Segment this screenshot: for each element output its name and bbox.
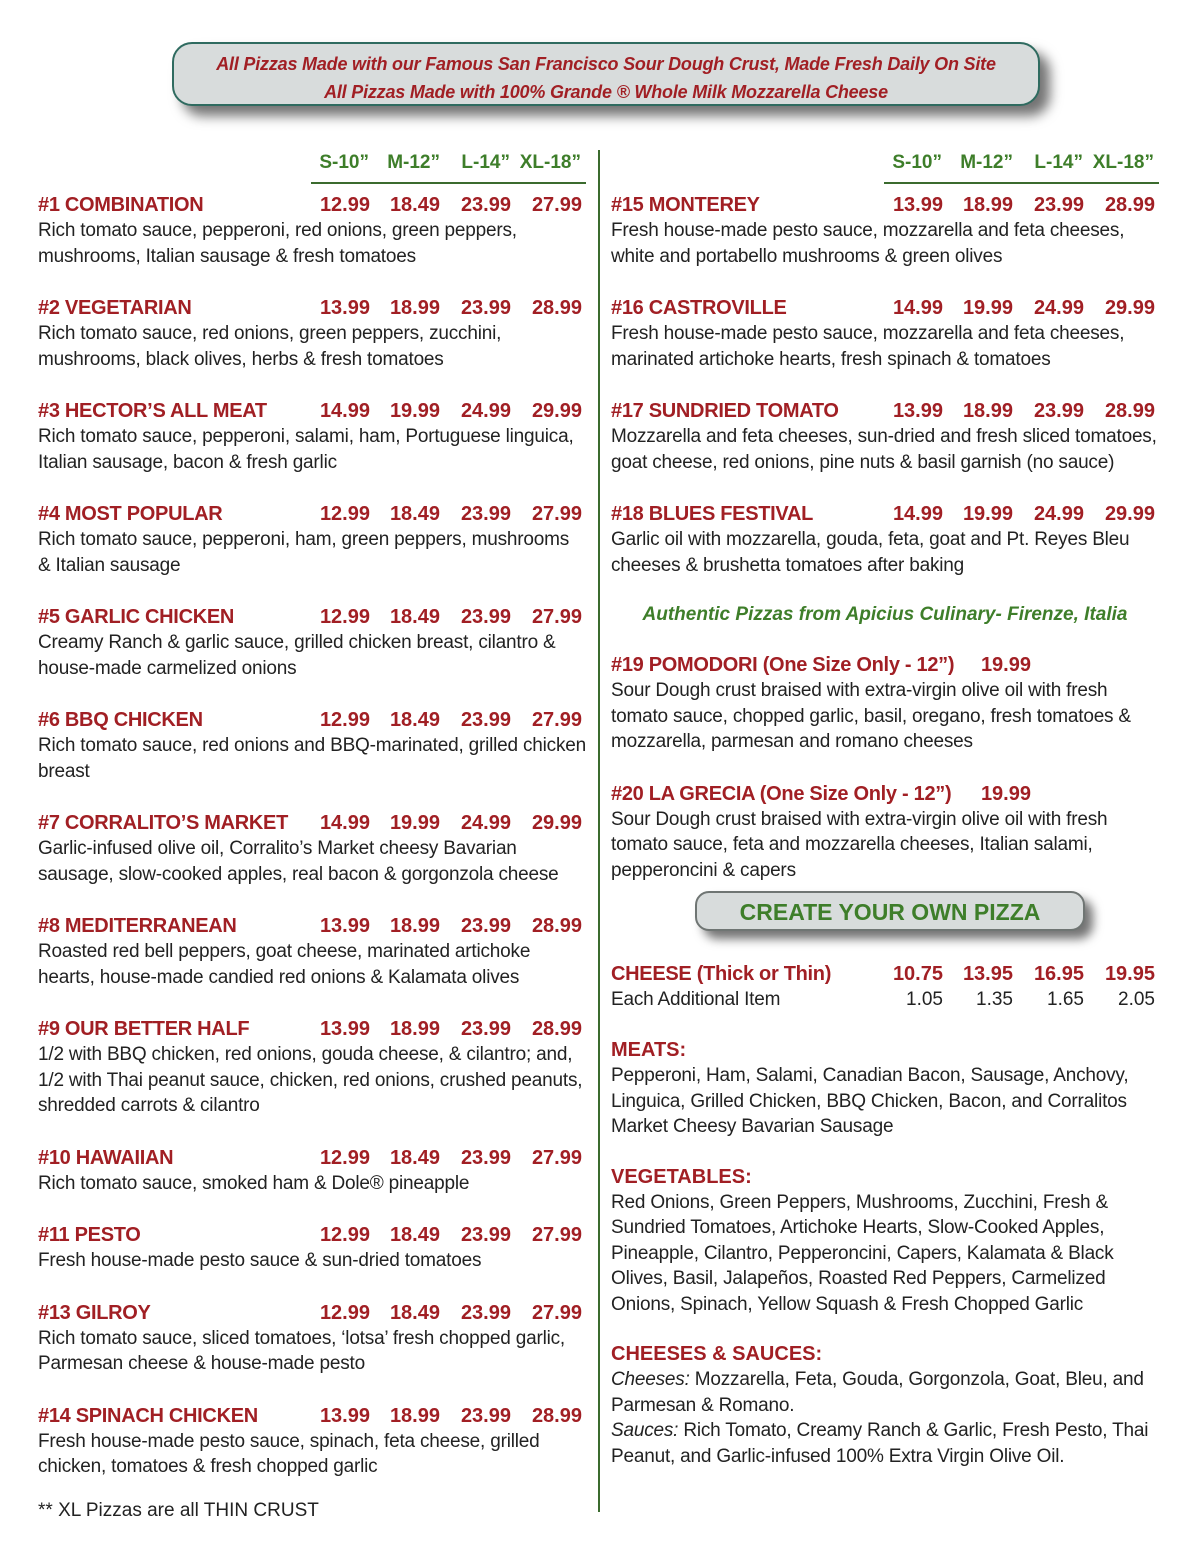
sauces-text: Rich Tomato, Creamy Ranch & Garlic, Fresh Pesto, Thai Peanut, and Garlic-infused 100% Extra Virgin Olive Oil. xyxy=(611,1420,1149,1467)
size-header xyxy=(311,150,586,184)
size-header xyxy=(884,150,1159,184)
price: 14.99 xyxy=(319,400,370,422)
price: 12.99 xyxy=(319,709,370,731)
pizza-item-header xyxy=(38,1403,586,1429)
price: 12.99 xyxy=(319,1224,370,1246)
price: 18.49 xyxy=(389,1146,440,1169)
pizza-name: #7 CORRALITO’S MARKET xyxy=(38,812,289,834)
pizza-item-header xyxy=(38,604,586,630)
price: 19.95 xyxy=(1104,963,1155,985)
price: 23.99 xyxy=(460,1018,511,1040)
price: 19.99 xyxy=(389,812,440,834)
price: 28.99 xyxy=(1104,194,1155,216)
pizza-description: Fresh house-made pesto sauce, mozzarella and feta cheeses, white and portabello mushrooms & green olives xyxy=(611,220,1125,267)
pizza-name: #14 SPINACH CHICKEN xyxy=(38,1404,258,1427)
pizza-item xyxy=(38,1145,586,1197)
price: 13.99 xyxy=(892,194,943,216)
price: 27.99 xyxy=(531,1301,582,1324)
price: 1.35 xyxy=(976,989,1013,1010)
pizza-name: #4 MOST POPULAR xyxy=(38,503,223,525)
pizza-description: Garlic-infused olive oil, Corralito’s Market cheesy Bavarian sausage, slow-cooked apples, real bacon & gorgonzola cheese xyxy=(38,838,559,885)
pizza-name: #18 BLUES FESTIVAL xyxy=(611,503,814,525)
price: 13.99 xyxy=(319,915,370,937)
price: 12.99 xyxy=(319,606,370,628)
pizza-description: Creamy Ranch & garlic sauce, grilled chicken breast, cilantro & house-made carmelized onions xyxy=(38,632,556,679)
pizza-name: #20 LA GRECIA (One Size Only - 12”) xyxy=(611,782,952,805)
price: 19.99 xyxy=(962,503,1013,525)
pizza-item-header xyxy=(38,1016,586,1042)
price: 23.99 xyxy=(460,503,511,525)
pizza-item xyxy=(611,501,1159,578)
pizza-item-header xyxy=(38,192,586,218)
price: 23.99 xyxy=(460,606,511,628)
pizza-item-header xyxy=(611,192,1159,218)
pizza-description: Rich tomato sauce, red onions, green peppers, zucchini, mushrooms, black olives, herbs & fresh tomatoes xyxy=(38,323,502,370)
price: 18.99 xyxy=(389,297,440,319)
pizza-name: #13 GILROY xyxy=(38,1301,151,1324)
create-your-own-banner xyxy=(695,891,1085,931)
price: 18.49 xyxy=(389,194,440,216)
authentic-pizzas-heading: Authentic Pizzas from Apicius Culinary- Firenze, Italia xyxy=(642,604,1128,625)
price: 19.99 xyxy=(980,782,1031,805)
price: 24.99 xyxy=(1033,503,1084,525)
vegetables-title: VEGETABLES: xyxy=(611,1165,752,1188)
pizza-name: #11 PESTO xyxy=(38,1224,141,1246)
price: 13.99 xyxy=(892,400,943,422)
additional-item-label: Each Additional Item xyxy=(611,989,781,1010)
pizza-item xyxy=(38,1300,586,1377)
left-column xyxy=(38,150,586,1523)
pizza-item-header xyxy=(38,1300,586,1326)
price: 18.99 xyxy=(389,1404,440,1427)
price: 28.99 xyxy=(1104,400,1155,422)
price: 27.99 xyxy=(531,1146,582,1169)
pizza-name: #9 OUR BETTER HALF xyxy=(38,1018,250,1040)
price: 29.99 xyxy=(1104,297,1155,319)
price: 23.99 xyxy=(460,1404,511,1427)
cheeses-sauces-section xyxy=(611,1341,1159,1469)
pizza-name: #8 MEDITERRANEAN xyxy=(38,915,237,937)
price: 29.99 xyxy=(531,812,582,834)
size-label: XL-18” xyxy=(519,152,581,173)
pizza-item-header xyxy=(38,913,586,939)
pizza-item xyxy=(38,192,586,269)
price: 13.99 xyxy=(319,1018,370,1040)
pizza-description: Sour Dough crust braised with extra-virgin olive oil with fresh tomato sauce, chopped garlic, basil, oregano, fresh tomatoes & mozzarella, parmesan and romano cheeses xyxy=(611,680,1131,752)
pizza-description: Rich tomato sauce, smoked ham & Dole® pineapple xyxy=(38,1172,470,1194)
price: 14.99 xyxy=(319,812,370,834)
xl-footnote: ** XL Pizzas are all THIN CRUST xyxy=(38,1499,319,1521)
price: 18.49 xyxy=(389,709,440,731)
price: 13.99 xyxy=(319,1404,370,1427)
vegetables-section xyxy=(611,1164,1159,1318)
meats-section xyxy=(611,1037,1159,1140)
price: 12.99 xyxy=(319,503,370,525)
cheeses-list xyxy=(611,1367,1159,1418)
price: 23.99 xyxy=(460,297,511,319)
price: 27.99 xyxy=(531,194,582,216)
pizza-item-header xyxy=(38,1222,586,1248)
pizza-item xyxy=(611,192,1159,269)
pizza-item xyxy=(611,398,1159,475)
size-label: L-14” xyxy=(1034,152,1083,173)
pizza-item-header xyxy=(611,398,1159,424)
banner-line-2: All Pizzas Made with 100% Grande ® Whole Milk Mozzarella Cheese xyxy=(324,82,888,102)
cheese-label: CHEESE (Thick or Thin) xyxy=(611,963,832,985)
price: 18.99 xyxy=(389,915,440,937)
pizza-name: #15 MONTEREY xyxy=(611,194,760,216)
pizza-item xyxy=(38,1222,586,1274)
pizza-item xyxy=(38,295,586,372)
price: 12.99 xyxy=(319,1301,370,1324)
pizza-description: Fresh house-made pesto sauce, spinach, feta cheese, grilled chicken, tomatoes & fresh chopped garlic xyxy=(38,1430,540,1477)
pizza-description: Mozzarella and feta cheeses, sun-dried and fresh sliced tomatoes, goat cheese, red onions, pine nuts & basil garnish (no sauce) xyxy=(611,426,1157,473)
price: 1.65 xyxy=(1047,989,1084,1010)
pizza-item xyxy=(38,913,586,990)
create-your-own-label: CREATE YOUR OWN PIZZA xyxy=(739,899,1041,925)
price: 27.99 xyxy=(531,503,582,525)
pizza-item xyxy=(611,295,1159,372)
size-label: L-14” xyxy=(461,152,510,173)
price: 24.99 xyxy=(460,812,511,834)
pizza-item xyxy=(38,1016,586,1119)
price: 18.49 xyxy=(389,606,440,628)
price: 16.95 xyxy=(1033,963,1084,985)
price: 23.99 xyxy=(460,1224,511,1246)
pizza-item-header xyxy=(611,781,1159,807)
sauces-list xyxy=(611,1418,1159,1469)
pizza-description: Fresh house-made pesto sauce, mozzarella and feta cheeses, marinated artichoke hearts, fresh spinach & tomatoes xyxy=(611,323,1125,370)
price: 10.75 xyxy=(892,963,943,985)
cheeses-text: Mozzarella, Feta, Gouda, Gorgonzola, Goat, Bleu, and Parmesan & Romano. xyxy=(611,1369,1144,1416)
pizza-name: #2 VEGETARIAN xyxy=(38,297,192,319)
pizza-description: 1/2 with BBQ chicken, red onions, gouda cheese, & cilantro; and, 1/2 with Thai peanut sauce, chicken, red onions, crushed peanuts, shredded carrots & cilantro xyxy=(38,1044,583,1116)
cheese-row xyxy=(611,961,1159,987)
pizza-item-header xyxy=(38,707,586,733)
price: 23.99 xyxy=(460,709,511,731)
price: 18.99 xyxy=(389,1018,440,1040)
price: 24.99 xyxy=(1033,297,1084,319)
pizza-description: Rich tomato sauce, pepperoni, red onions, green peppers, mushrooms, Italian sausage & fresh tomatoes xyxy=(38,220,517,267)
pizza-description: Rich tomato sauce, red onions and BBQ-marinated, grilled chicken breast xyxy=(38,735,586,782)
pizza-item-header xyxy=(38,295,586,321)
banner-line-1: All Pizzas Made with our Famous San Francisco Sour Dough Crust, Made Fresh Daily On Site xyxy=(216,54,996,74)
price: 23.99 xyxy=(1033,400,1084,422)
price: 23.99 xyxy=(460,194,511,216)
pizza-name: #17 SUNDRIED TOMATO xyxy=(611,400,839,422)
meats-title: MEATS: xyxy=(611,1039,687,1061)
pizza-item-header xyxy=(38,810,586,836)
pizza-description: Garlic oil with mozzarella, gouda, feta, goat and Pt. Reyes Bleu cheeses & brushetta tomatoes after baking xyxy=(611,529,1130,576)
pizza-name: #3 HECTOR’S ALL MEAT xyxy=(38,400,267,422)
cyo-price-table xyxy=(611,961,1159,1013)
pizza-item-header xyxy=(38,398,586,424)
sauces-label: Sauces: xyxy=(611,1420,679,1441)
price: 13.99 xyxy=(319,297,370,319)
size-label: M-12” xyxy=(387,152,440,173)
pizza-description: Rich tomato sauce, pepperoni, ham, green peppers, mushrooms & Italian sausage xyxy=(38,529,570,576)
price: 23.99 xyxy=(460,915,511,937)
price: 24.99 xyxy=(460,400,511,422)
pizza-item-header xyxy=(611,652,1159,678)
pizza-item-header xyxy=(611,295,1159,321)
price: 19.99 xyxy=(980,654,1031,676)
price: 18.49 xyxy=(389,1301,440,1324)
price: 12.99 xyxy=(319,194,370,216)
price: 27.99 xyxy=(531,606,582,628)
pizza-description: Sour Dough crust braised with extra-virgin olive oil with fresh tomato sauce, feta and mozzarella cheeses, Italian salami, pepperoncini & capers xyxy=(611,808,1108,881)
pizza-item xyxy=(38,501,586,578)
price: 27.99 xyxy=(531,1224,582,1246)
header-banner xyxy=(172,42,1040,106)
pizza-description: Rich tomato sauce, sliced tomatoes, ‘lotsa’ fresh chopped garlic, Parmesan cheese & house-made pesto xyxy=(38,1327,566,1374)
pizza-item-header xyxy=(38,1145,586,1171)
price: 14.99 xyxy=(892,297,943,319)
price: 19.99 xyxy=(389,400,440,422)
pizza-list xyxy=(611,192,1159,578)
column-divider xyxy=(598,150,600,1512)
price: 28.99 xyxy=(531,915,582,937)
price: 23.99 xyxy=(460,1146,511,1169)
price: 29.99 xyxy=(1104,503,1155,525)
size-label: S-10” xyxy=(892,152,942,173)
pizza-item xyxy=(38,707,586,784)
pizza-name: #19 POMODORI (One Size Only - 12”) xyxy=(611,654,955,676)
price: 18.99 xyxy=(962,400,1013,422)
size-label: XL-18” xyxy=(1092,152,1154,173)
price: 28.99 xyxy=(531,297,582,319)
pizza-name: #5 GARLIC CHICKEN xyxy=(38,606,235,628)
pizza-item xyxy=(611,652,1159,755)
pizza-name: #16 CASTROVILLE xyxy=(611,297,787,319)
pizza-name: #1 COMBINATION xyxy=(38,194,204,216)
meats-list: Pepperoni, Ham, Salami, Canadian Bacon, Sausage, Anchovy, Linguica, Grilled Chicken, BBQ Chicken, Bacon, and Corralitos Market Cheesy Bavarian Sausage xyxy=(611,1065,1129,1137)
pizza-description: Roasted red bell peppers, goat cheese, marinated artichoke hearts, house-made candied red onions & Kalamata olives xyxy=(38,941,531,988)
price: 18.49 xyxy=(389,1224,440,1246)
pizza-name: #10 HAWAIIAN xyxy=(38,1146,174,1169)
price: 23.99 xyxy=(1033,194,1084,216)
pizza-name: #6 BBQ CHICKEN xyxy=(38,709,203,731)
pizza-item xyxy=(38,810,586,887)
cheeses-sauces-title: CHEESES & SAUCES: xyxy=(611,1343,823,1365)
pizza-description: Rich tomato sauce, pepperoni, salami, ham, Portuguese linguica, Italian sausage, bacon & fresh garlic xyxy=(38,426,574,473)
price: 2.05 xyxy=(1118,989,1155,1010)
price: 12.99 xyxy=(319,1146,370,1169)
right-column xyxy=(611,150,1159,1469)
pizza-item xyxy=(611,781,1159,884)
price: 29.99 xyxy=(531,400,582,422)
price: 14.99 xyxy=(892,503,943,525)
price: 18.49 xyxy=(389,503,440,525)
price: 19.99 xyxy=(962,297,1013,319)
pizza-list xyxy=(38,192,586,1480)
vegetables-list: Red Onions, Green Peppers, Mushrooms, Zucchini, Fresh & Sundried Tomatoes, Artichoke Hearts, Slow-Cooked Apples, Pineapple, Cilantro, Pepperoncini, Capers, Kalamata & Black Olives, Basil, Jalapeños, Roasted Red Peppers, Carmelized Onions, Spinach, Yellow Squash & Fresh Chopped Garlic xyxy=(611,1191,1114,1315)
size-label: S-10” xyxy=(319,152,369,173)
additional-item-row xyxy=(611,987,1159,1013)
cheeses-label: Cheeses: xyxy=(611,1369,690,1390)
price: 23.99 xyxy=(460,1301,511,1324)
price: 27.99 xyxy=(531,709,582,731)
pizza-item xyxy=(38,1403,586,1480)
size-label: M-12” xyxy=(960,152,1013,173)
price: 18.99 xyxy=(962,194,1013,216)
pizza-item-header xyxy=(38,501,586,527)
authentic-pizza-list xyxy=(611,652,1159,883)
price: 28.99 xyxy=(531,1018,582,1040)
pizza-item xyxy=(38,604,586,681)
price: 13.95 xyxy=(962,963,1013,985)
pizza-item xyxy=(38,398,586,475)
price: 1.05 xyxy=(906,989,943,1010)
pizza-description: Fresh house-made pesto sauce & sun-dried tomatoes xyxy=(38,1250,482,1271)
price: 28.99 xyxy=(531,1404,582,1427)
pizza-item-header xyxy=(611,501,1159,527)
